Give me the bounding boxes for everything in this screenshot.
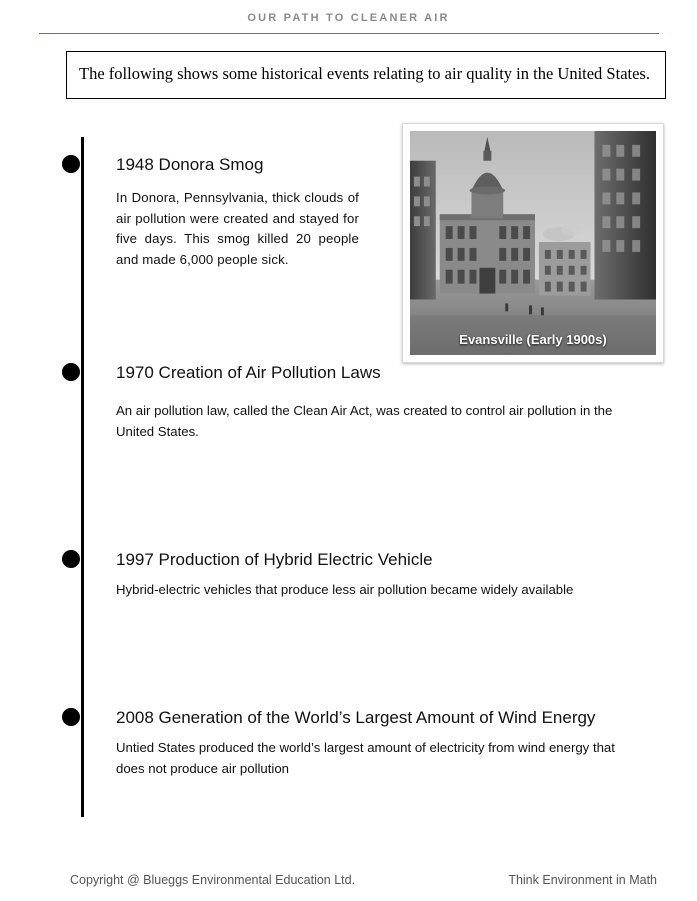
event-title: 2008 Generation of the World’s Largest Amount of Wind Energy (116, 707, 596, 727)
timeline-dot-icon (62, 708, 80, 726)
footer-copyright: Copyright @ Blueggs Environmental Education Ltd. (70, 873, 356, 887)
event-description: In Donora, Pennsylvania, thick clouds of air pollution were created and stayed for five days. This smog killed 20 people and made 6,000 people sick. (116, 190, 359, 267)
timeline-event (62, 155, 359, 270)
timeline-event (62, 363, 636, 442)
page-header (0, 0, 697, 34)
photo-caption: Evansville (Early 1900s) (459, 331, 607, 347)
timeline-dot-icon (62, 363, 80, 381)
intro-text: The following shows some historical events relating to air quality in the United States. (79, 64, 650, 83)
timeline-event (62, 550, 616, 601)
event-title: 1948 Donora Smog (116, 154, 264, 174)
event-description: Hybrid-electric vehicles that produce less air pollution became widely available (116, 582, 574, 598)
footer-tagline: Think Environment in Math (508, 873, 657, 887)
event-title: 1970 Creation of Air Pollution Laws (116, 362, 381, 382)
event-title: 1997 Production of Hybrid Electric Vehicle (116, 549, 433, 569)
timeline-event (62, 708, 626, 779)
historical-photo (410, 131, 656, 355)
timeline-dot-icon (62, 550, 80, 568)
timeline-dot-icon (62, 155, 80, 173)
photo-illustration (410, 131, 656, 355)
timeline (0, 113, 697, 803)
historical-photo-frame (402, 123, 664, 363)
intro-box (66, 51, 666, 99)
event-description: An air pollution law, called the Clean Air Act, was created to control air pollution in the United States. (116, 403, 613, 439)
page-title: OUR PATH TO CLEANER AIR (247, 12, 450, 24)
event-description: Untied States produced the world’s largest amount of electricity from wind energy that does not produce air pollution (116, 740, 615, 776)
header-divider (39, 33, 659, 34)
page-footer (0, 873, 697, 887)
